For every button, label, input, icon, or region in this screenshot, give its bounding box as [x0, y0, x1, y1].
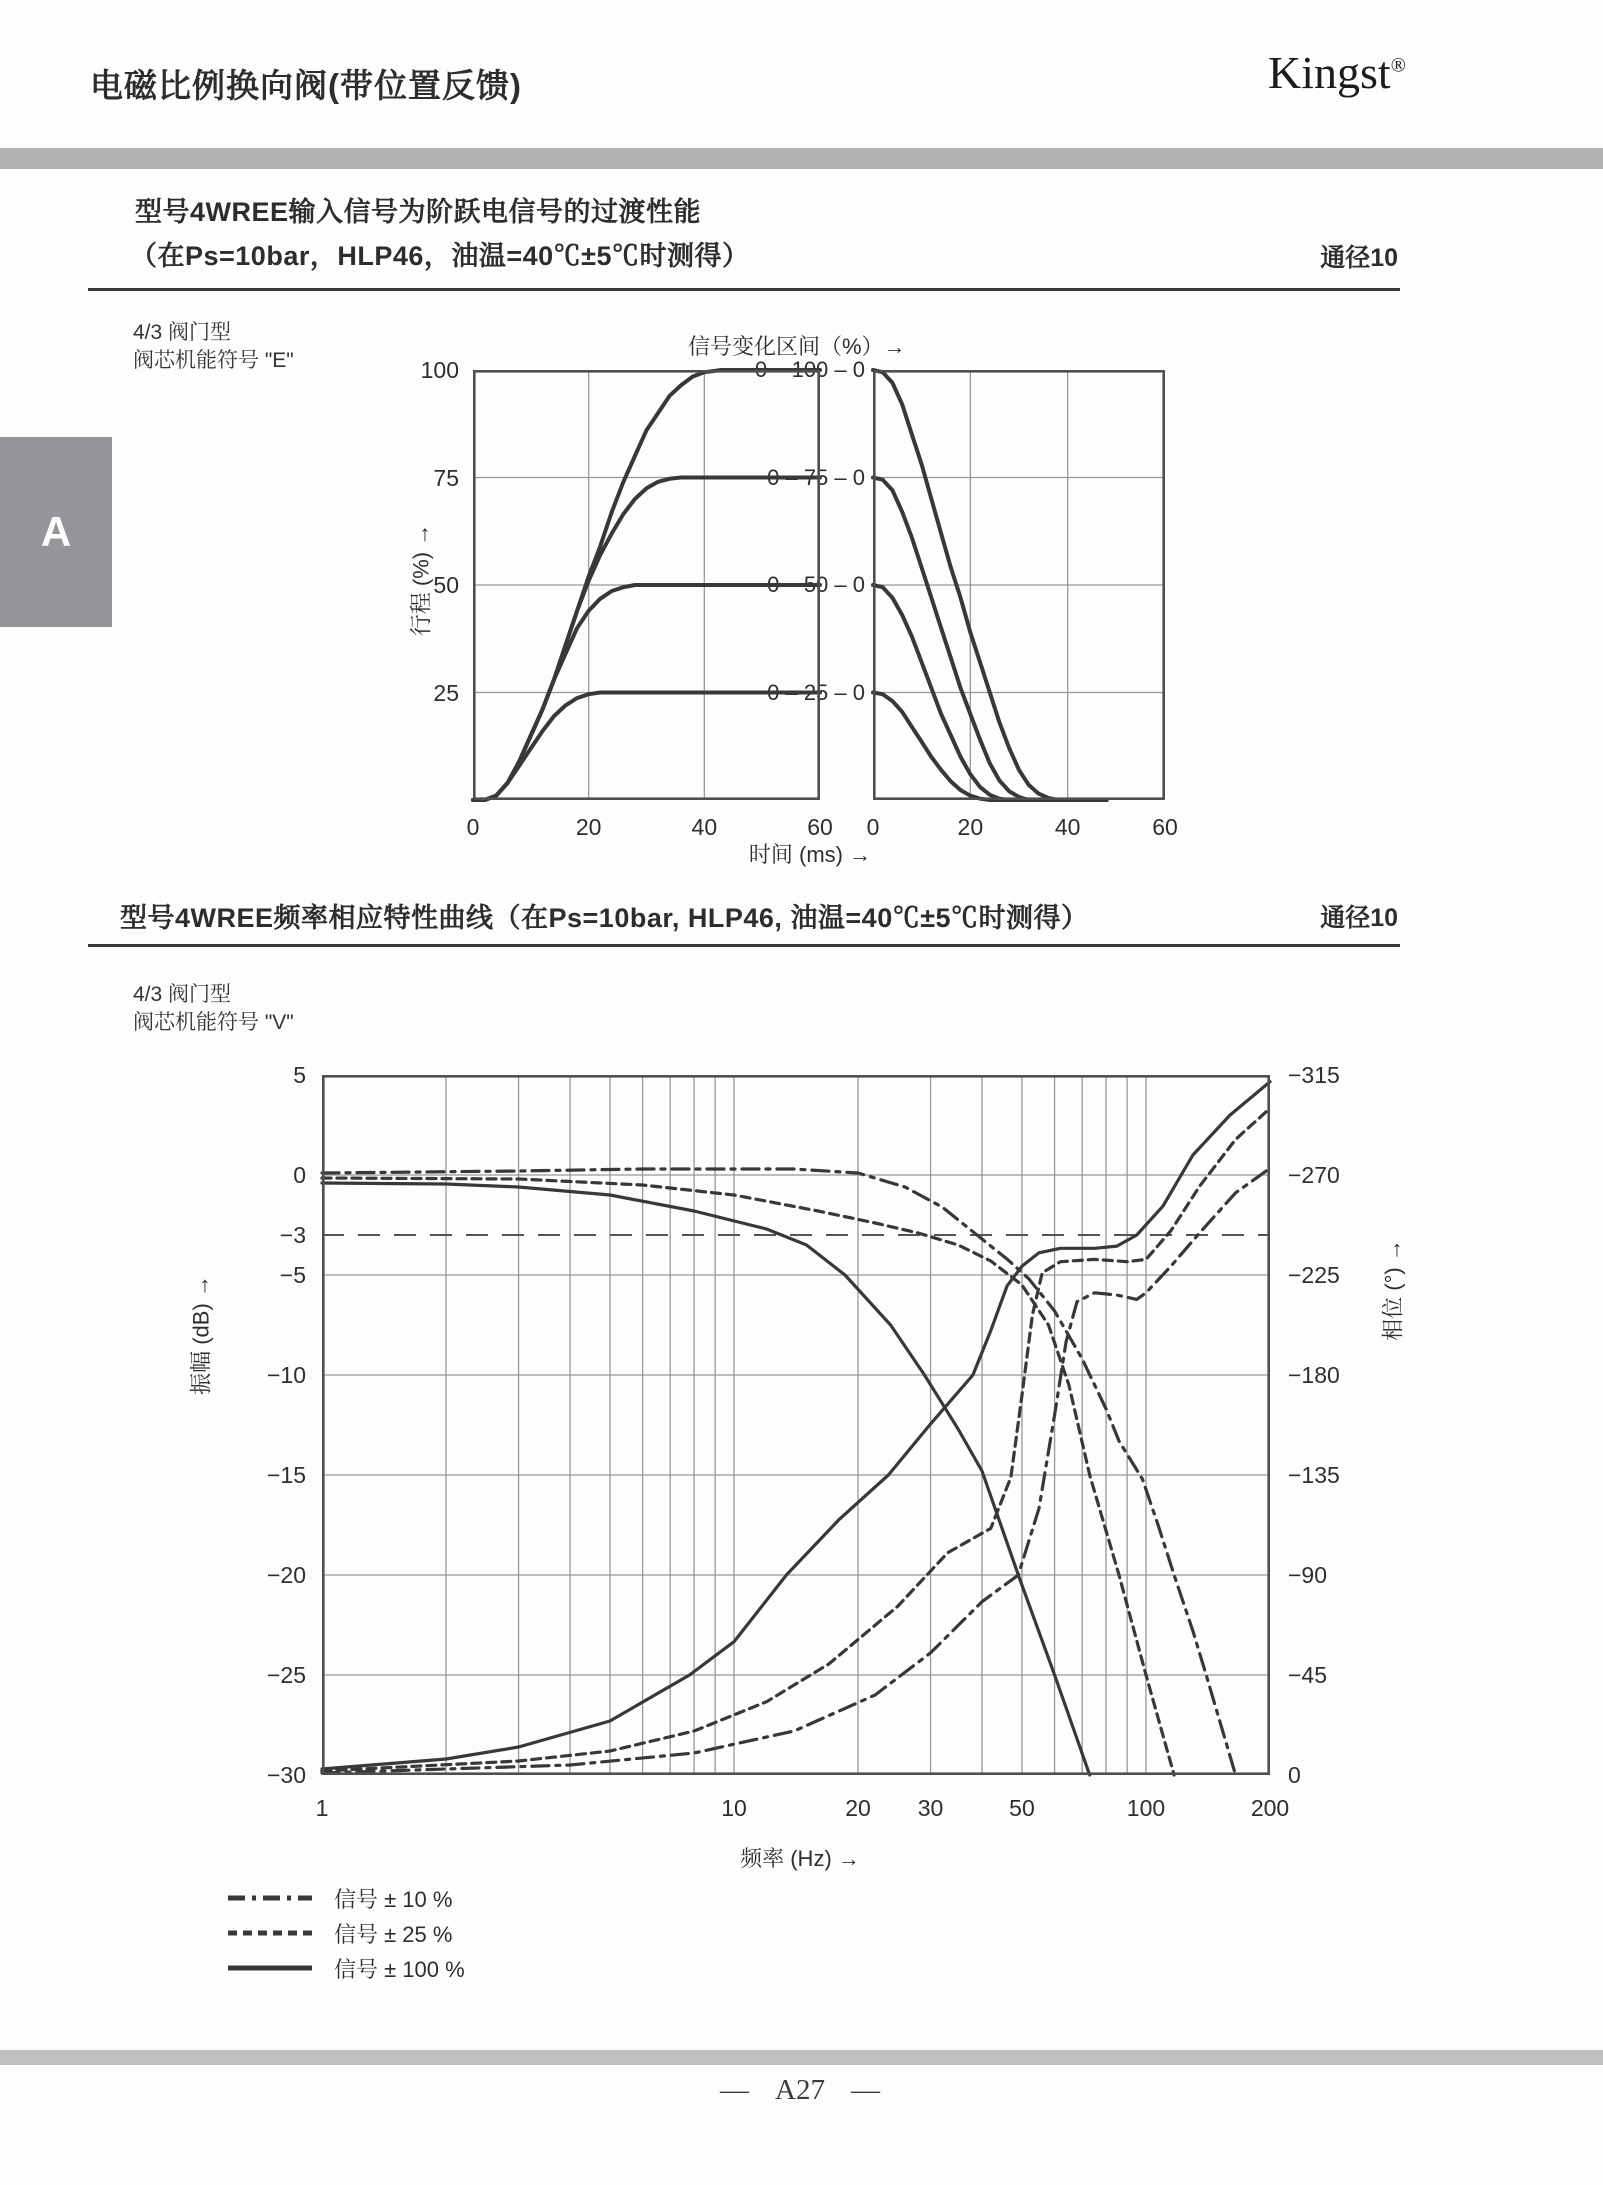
section1-bore-note: 通径10 — [1320, 244, 1398, 272]
step-rise-plot — [473, 370, 820, 800]
section2-valve-type: 4/3 阀门型 — [133, 983, 232, 1006]
tick-label: −45 — [1288, 1662, 1328, 1688]
tick-label: −25 — [266, 1662, 306, 1688]
step-range-label-75: 0 – 75 – 0 — [767, 465, 865, 490]
section1-title-line2: （在Ps=10bar，HLP46，油温=40℃±5℃时测得） — [130, 241, 750, 271]
step-fall-plot — [873, 370, 1165, 800]
tick-label: 0 — [866, 814, 880, 840]
tick-label: −3 — [279, 1222, 306, 1248]
amplitude-axis-label: 振幅 (dB) → — [188, 1275, 214, 1395]
tick-label: 20 — [845, 1795, 871, 1821]
header-divider-bar — [0, 148, 1603, 169]
footer-dash: — — [720, 2074, 750, 2106]
tick-label: 60 — [807, 814, 833, 840]
section1-spool-code: 阀芯机能符号 "E" — [133, 349, 294, 372]
tick-label: 5 — [293, 1062, 306, 1088]
tick-label: −135 — [1288, 1462, 1340, 1488]
tick-label: 0 — [1288, 1762, 1301, 1788]
step-range-label-100: 0 – 100 – 0 — [754, 357, 865, 382]
section2-bore-note: 通径10 — [1320, 904, 1398, 932]
brand-text: Kingst — [1268, 47, 1391, 98]
frequency-axis-label: 频率 (Hz) → — [740, 1846, 860, 1871]
tick-label: 1 — [315, 1795, 329, 1821]
tick-label: 0 — [293, 1162, 306, 1188]
legend-line-solid-icon — [228, 1963, 312, 1973]
tick-label: 25 — [433, 679, 459, 706]
tick-label: −225 — [1288, 1262, 1340, 1288]
page-number-label: A27 — [775, 2074, 825, 2106]
tick-label: −20 — [266, 1562, 306, 1588]
legend-item-100 — [228, 1955, 465, 1981]
tick-label: 100 — [420, 357, 459, 383]
footer-divider-bar — [0, 2050, 1603, 2065]
footer-dash: — — [850, 2074, 880, 2106]
tick-label: −5 — [279, 1262, 306, 1288]
step-range-label-50: 0 – 50 – 0 — [767, 572, 865, 597]
legend-item-25 — [228, 1920, 452, 1946]
time-axis-label: 时间 (ms) → — [748, 842, 872, 867]
tick-label: 50 — [1009, 1795, 1035, 1821]
tick-label: 20 — [575, 814, 602, 840]
legend-item-10 — [228, 1885, 452, 1911]
tick-label: 50 — [433, 572, 459, 598]
tick-label: 10 — [721, 1795, 747, 1821]
tick-label: −180 — [1288, 1362, 1340, 1388]
section1-title-line1: 型号4WREE输入信号为阶跃电信号的过渡性能 — [135, 197, 702, 227]
phase-axis-label: 相位 (°) → — [1380, 1239, 1406, 1341]
tick-label: −30 — [266, 1762, 306, 1788]
tick-label: −315 — [1288, 1062, 1340, 1088]
step-range-label-25: 0 – 25 – 0 — [767, 680, 865, 705]
section2-title: 型号4WREE频率相应特性曲线（在Ps=10bar, HLP46, 油温=40℃±5℃时测得） — [120, 903, 1089, 933]
sidebar-tab-label: A — [40, 508, 72, 555]
page-title: 电磁比例换向阀(带位置反馈) — [90, 67, 522, 104]
legend-label: 信号 ± 100 % — [334, 1956, 465, 1982]
page-number — [720, 2074, 880, 2107]
stroke-axis-label: 行程 (%) → — [408, 523, 434, 637]
tick-label: −15 — [266, 1462, 306, 1488]
tick-label: 40 — [1054, 814, 1081, 840]
section2-underline — [88, 944, 1400, 947]
tick-label: 100 — [1126, 1795, 1166, 1821]
signal-range-header: 信号变化区间（%）→ — [688, 334, 906, 359]
tick-label: −270 — [1288, 1162, 1340, 1188]
sidebar-tab-a — [0, 437, 112, 627]
section1-underline — [88, 288, 1400, 291]
tick-label: 30 — [917, 1795, 944, 1821]
legend-line-dashdot-icon — [228, 1893, 312, 1903]
brand-logo — [1268, 46, 1406, 99]
legend-label: 信号 ± 25 % — [334, 1921, 453, 1947]
tick-label: 200 — [1250, 1795, 1290, 1821]
legend-line-dashed-icon — [228, 1928, 312, 1938]
bode-plot — [322, 1075, 1270, 1775]
legend-label: 信号 ± 10 % — [334, 1886, 453, 1912]
tick-label: 0 — [466, 814, 480, 840]
tick-label: 60 — [1152, 814, 1178, 840]
section1-valve-type: 4/3 阀门型 — [133, 321, 232, 344]
tick-label: 75 — [433, 464, 459, 491]
tick-label: −90 — [1288, 1562, 1328, 1588]
section2-spool-code: 阀芯机能符号 "V" — [133, 1011, 294, 1034]
registered-mark-icon: ® — [1390, 54, 1406, 77]
tick-label: −10 — [266, 1362, 306, 1388]
tick-label: 20 — [957, 814, 984, 840]
tick-label: 40 — [691, 814, 718, 840]
